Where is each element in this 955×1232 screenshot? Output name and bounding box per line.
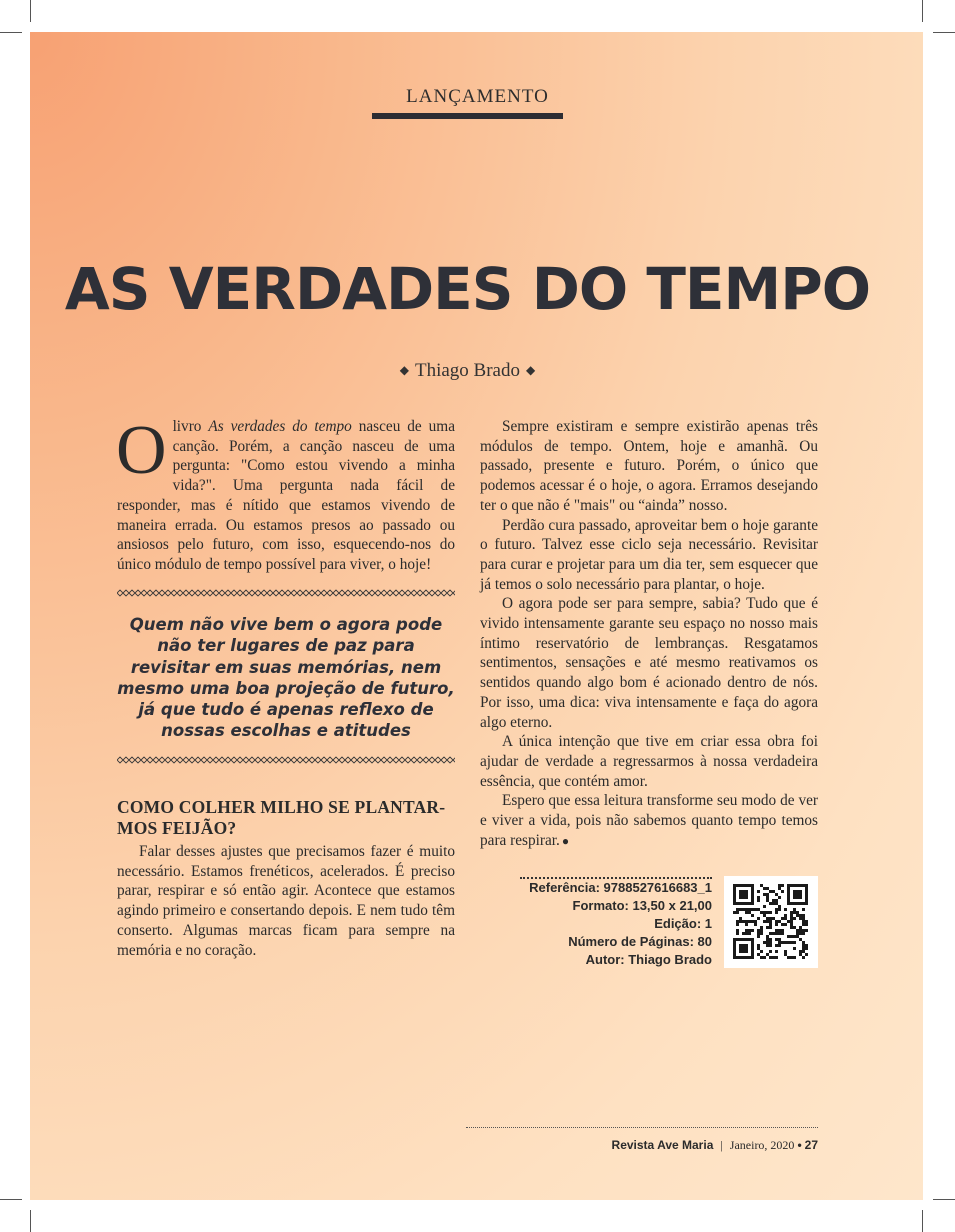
page-number: 27 xyxy=(804,1138,818,1152)
subheading xyxy=(117,797,462,839)
qr-code[interactable] xyxy=(724,876,818,968)
section-underline xyxy=(372,113,563,119)
end-mark: ● xyxy=(561,833,570,848)
footer-bullet: • xyxy=(797,1138,802,1152)
intro-text-rest: nasceu de uma canção. Porém, a canção nasceu de uma pergunta: "Como estou vivendo a minha vida?". Uma pergunta nada fácil de responder, mas é nítido que estamos vivendo de maneira errada. Ou estamos presos ao passado ou ansiosos pelo futuro, com isso, esquecendo-nos do único módulo de tempo possível para viver, o hoje! xyxy=(117,418,455,573)
crop-mark xyxy=(922,1210,923,1232)
diamond-icon: ◆ xyxy=(526,363,536,377)
crop-mark xyxy=(933,1199,955,1200)
column-right xyxy=(480,417,818,851)
crop-mark xyxy=(0,1199,22,1200)
book-title-italic: As verdades do tempo xyxy=(208,418,352,435)
body-paragraph: O agora pode ser para sempre, sabia? Tudo que é vivido intensamente garante seu espaço no nosso mais íntimo reservatório de lembranças. Resgatamos sentimentos, sensações e até mesmo reativamos os sentidos quando algo bom é acionado dentro de nós. Por isso, uma dica: viva intensamente e faça do agora algo eterno. xyxy=(480,595,818,731)
closing-text: Espero que essa leitura transforme seu modo de ver e viver a vida, pois não sabemos quanto tempo temos para respirar. xyxy=(480,792,818,849)
footer-separator: | xyxy=(720,1138,723,1152)
spec-author: Autor: Thiago Brado xyxy=(585,952,712,967)
crop-mark xyxy=(0,32,22,33)
subheading-line: COMO COLHER MILHO SE PLANTAR- xyxy=(117,797,446,817)
subheading-line: MOS FEIJÃO? xyxy=(117,818,237,838)
section-label: LANÇAMENTO xyxy=(406,86,549,107)
spec-edition: Edição: 1 xyxy=(654,916,712,931)
body-paragraph: Perdão cura passado, aproveitar bem o hoje garante o futuro. Talvez esse ciclo seja necessário. Revisitar para curar e projetar para um dia ter, sem esquecer que já temos o solo necessário para plantar, o hoje. xyxy=(480,516,818,593)
book-specs xyxy=(520,877,712,969)
footer-rule xyxy=(466,1127,818,1128)
body-paragraph: Sempre existiram e sempre existirão apenas três módulos de tempo. Ontem, hoje e amanhã. Ou passado, presente e futuro. Porém, o único que podemos acessar é o hoje, o agora. Erramos desejando ter o que não é "mais" ou “ainda” nosso. xyxy=(480,418,818,514)
crop-mark xyxy=(922,0,923,22)
magazine-name: Revista Ave Maria xyxy=(611,1138,714,1152)
qr-code-icon xyxy=(724,876,818,968)
crop-mark xyxy=(30,1210,31,1232)
byline xyxy=(0,360,935,382)
crop-mark xyxy=(933,32,955,33)
pull-quote: Quem não vive bem o agora pode não ter lugares de paz para revisitar em suas memórias, nem mesmo uma boa projeção de futuro, já que tudo é apenas reflexo de nossas escolhas e atitudes xyxy=(117,615,455,741)
diamond-icon: ◆ xyxy=(399,363,409,377)
intro-paragraph xyxy=(116,412,455,575)
column-left-body xyxy=(117,842,455,960)
column-left-intro xyxy=(116,412,455,575)
body-paragraph: Falar desses ajustes que precisamos fazer é muito necessário. Estamos frenéticos, acelerados. É preciso parar, respirar e só então agir. Acontece que estamos agindo primeiro e consertando depois. E nem tudo têm conserto. Algumas marcas ficam para sempre na memória e no coração. xyxy=(117,843,455,959)
article-title: AS VERDADES DO TEMPO xyxy=(64,255,871,323)
spec-reference: Referência: 9788527616683_1 xyxy=(520,877,712,897)
wavy-divider-bottom xyxy=(117,756,455,764)
page-footer xyxy=(466,1138,818,1153)
intro-text-start: livro xyxy=(172,418,209,435)
body-paragraph xyxy=(480,791,818,851)
body-paragraph: A única intenção que tive em criar essa obra foi ajudar de verdade a regressarmos à nossa verdadeira essência, que contém amor. xyxy=(480,733,818,790)
drop-cap: O xyxy=(116,412,167,489)
issue-date: Janeiro, 2020 xyxy=(729,1138,795,1152)
crop-mark xyxy=(30,0,31,22)
spec-pages: Número de Páginas: 80 xyxy=(568,934,712,949)
author-name: Thiago Brado xyxy=(414,360,520,381)
spec-format: Formato: 13,50 x 21,00 xyxy=(572,898,712,913)
wavy-divider-top xyxy=(117,589,455,597)
